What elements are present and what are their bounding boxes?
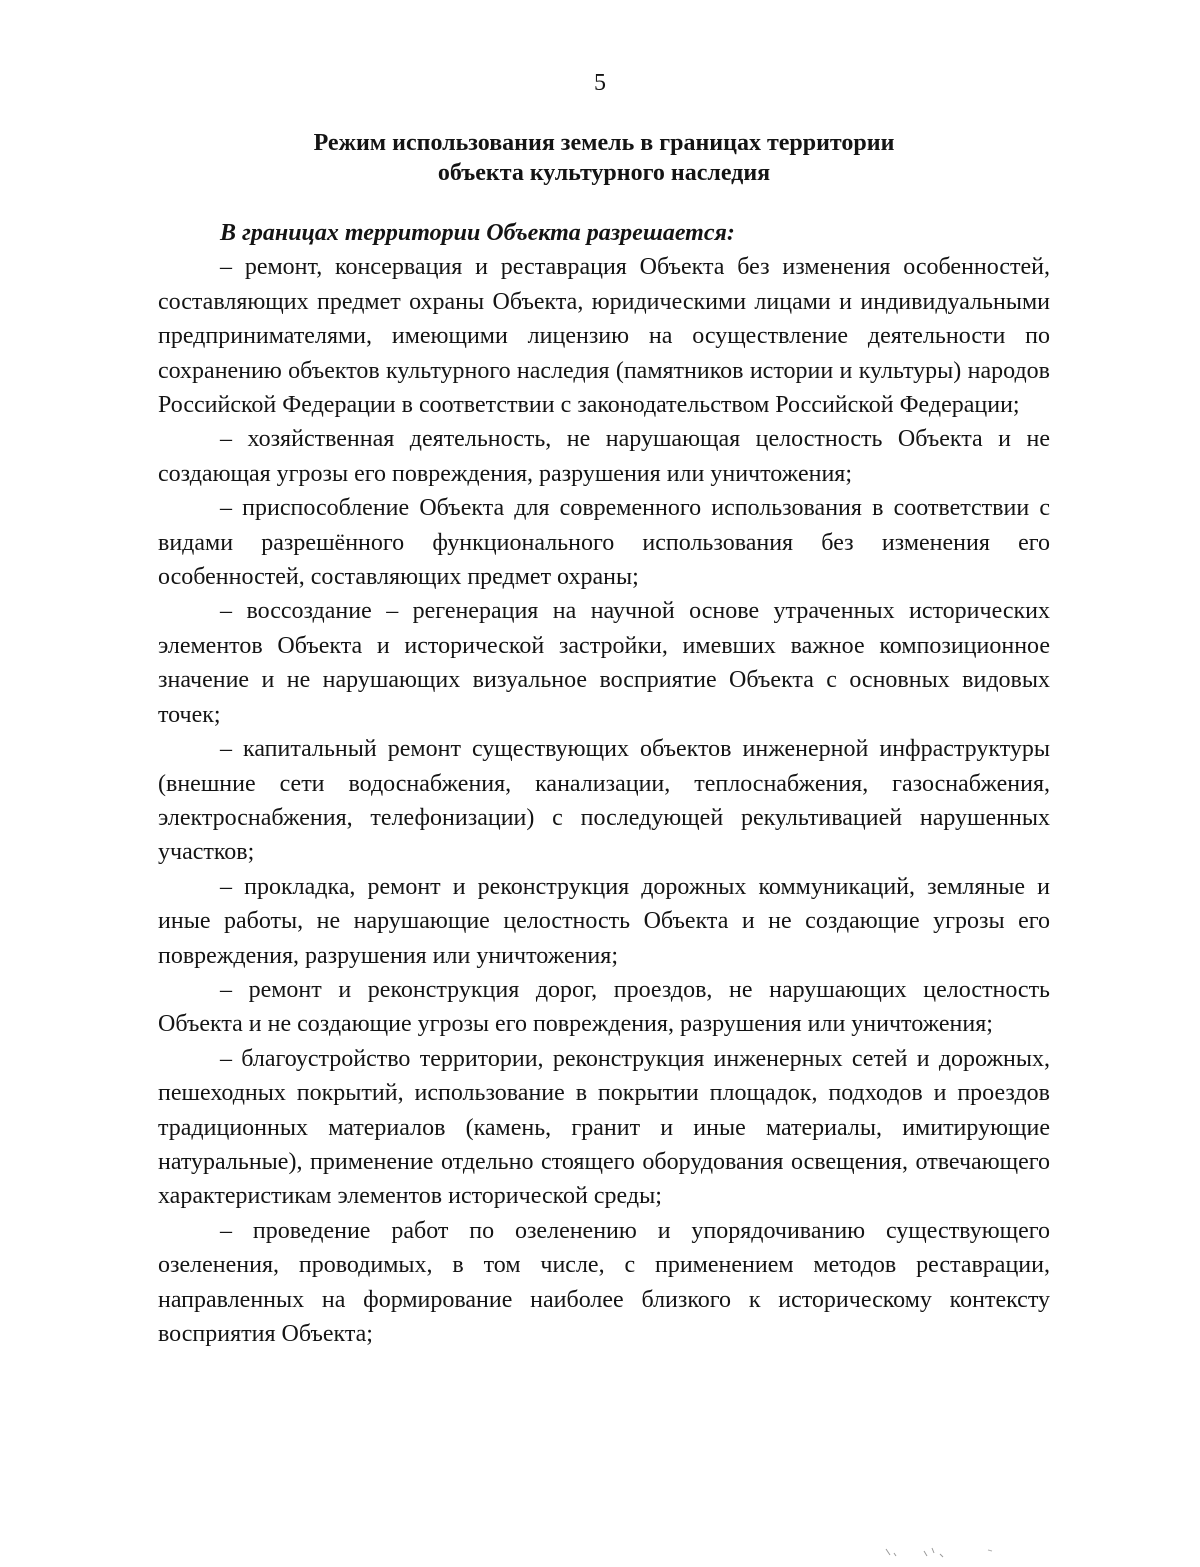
list-item: – воссоздание – регенерация на научной основе утраченных исторических элементов Объекта и исторической застройки, имевших важное композиционное значение и не нарушающих визуальное восприятие Объекта с основных видовых точек;: [158, 598, 1050, 728]
title-line-1: Режим использования земель в границах территории: [313, 130, 895, 156]
list-item: – капитальный ремонт существующих объектов инженерной инфраструктуры (внешние сети водоснабжения, канализации, теплоснабжения, газоснабжения, электроснабжения, телефонизации) с последующей рекультивацией нарушенных участков;: [158, 736, 1050, 866]
title-line-2: объекта культурного наследия: [437, 160, 771, 186]
scan-noise-marks: [880, 1545, 1020, 1567]
list-item: – ремонт, консервация и реставрация Объекта без изменения особенностей, составляющих предмет охраны Объекта, юридическими лицами и индивидуальными предпринимателями, имеющими лицензию на осуществление деятельности по сохранению объектов культурного наследия (памятников истории и культуры) народов Российской Федерации в соответствии с законодательством Российской Федерации;: [158, 254, 1050, 419]
list-item: – прокладка, ремонт и реконструкция дорожных коммуникаций, земляные и иные работы, не нарушающие целостность Объекта и не создающие угрозы его повреждения, разрушения или уничтожения;: [158, 873, 1050, 969]
section-subheading: В границах территории Объекта разрешается:: [220, 220, 735, 246]
page-number: 5: [594, 70, 606, 96]
list-item: – проведение работ по озеленению и упорядочиванию существующего озеленения, проводимых, в том числе, с применением методов реставрации, направленных на формирование наиболее близкого к историческому контексту восприятия Объекта;: [158, 1217, 1050, 1347]
document-body: [158, 216, 1050, 1351]
list-item: – приспособление Объекта для современного использования в соответствии с видами разрешённого функционального использования без изменения его особенностей, составляющих предмет охраны;: [158, 495, 1050, 591]
list-item: – хозяйственная деятельность, не нарушающая целостность Объекта и не создающая угрозы его повреждения, разрушения или уничтожения;: [158, 426, 1050, 487]
list-item: – благоустройство территории, реконструкция инженерных сетей и дорожных, пешеходных покрытий, использование в покрытии площадок, подходов и проездов традиционных материалов (камень, гранит и иные материалы, имитирующие натуральные), применение отдельно стоящего оборудования освещения, отвечающего характеристикам элементов исторической среды;: [158, 1045, 1050, 1210]
list-item: – ремонт и реконструкция дорог, проездов, не нарушающих целостность Объекта и не создающие угрозы его повреждения, разрушения или уничтожения;: [158, 976, 1050, 1038]
page-title: [158, 128, 1050, 188]
